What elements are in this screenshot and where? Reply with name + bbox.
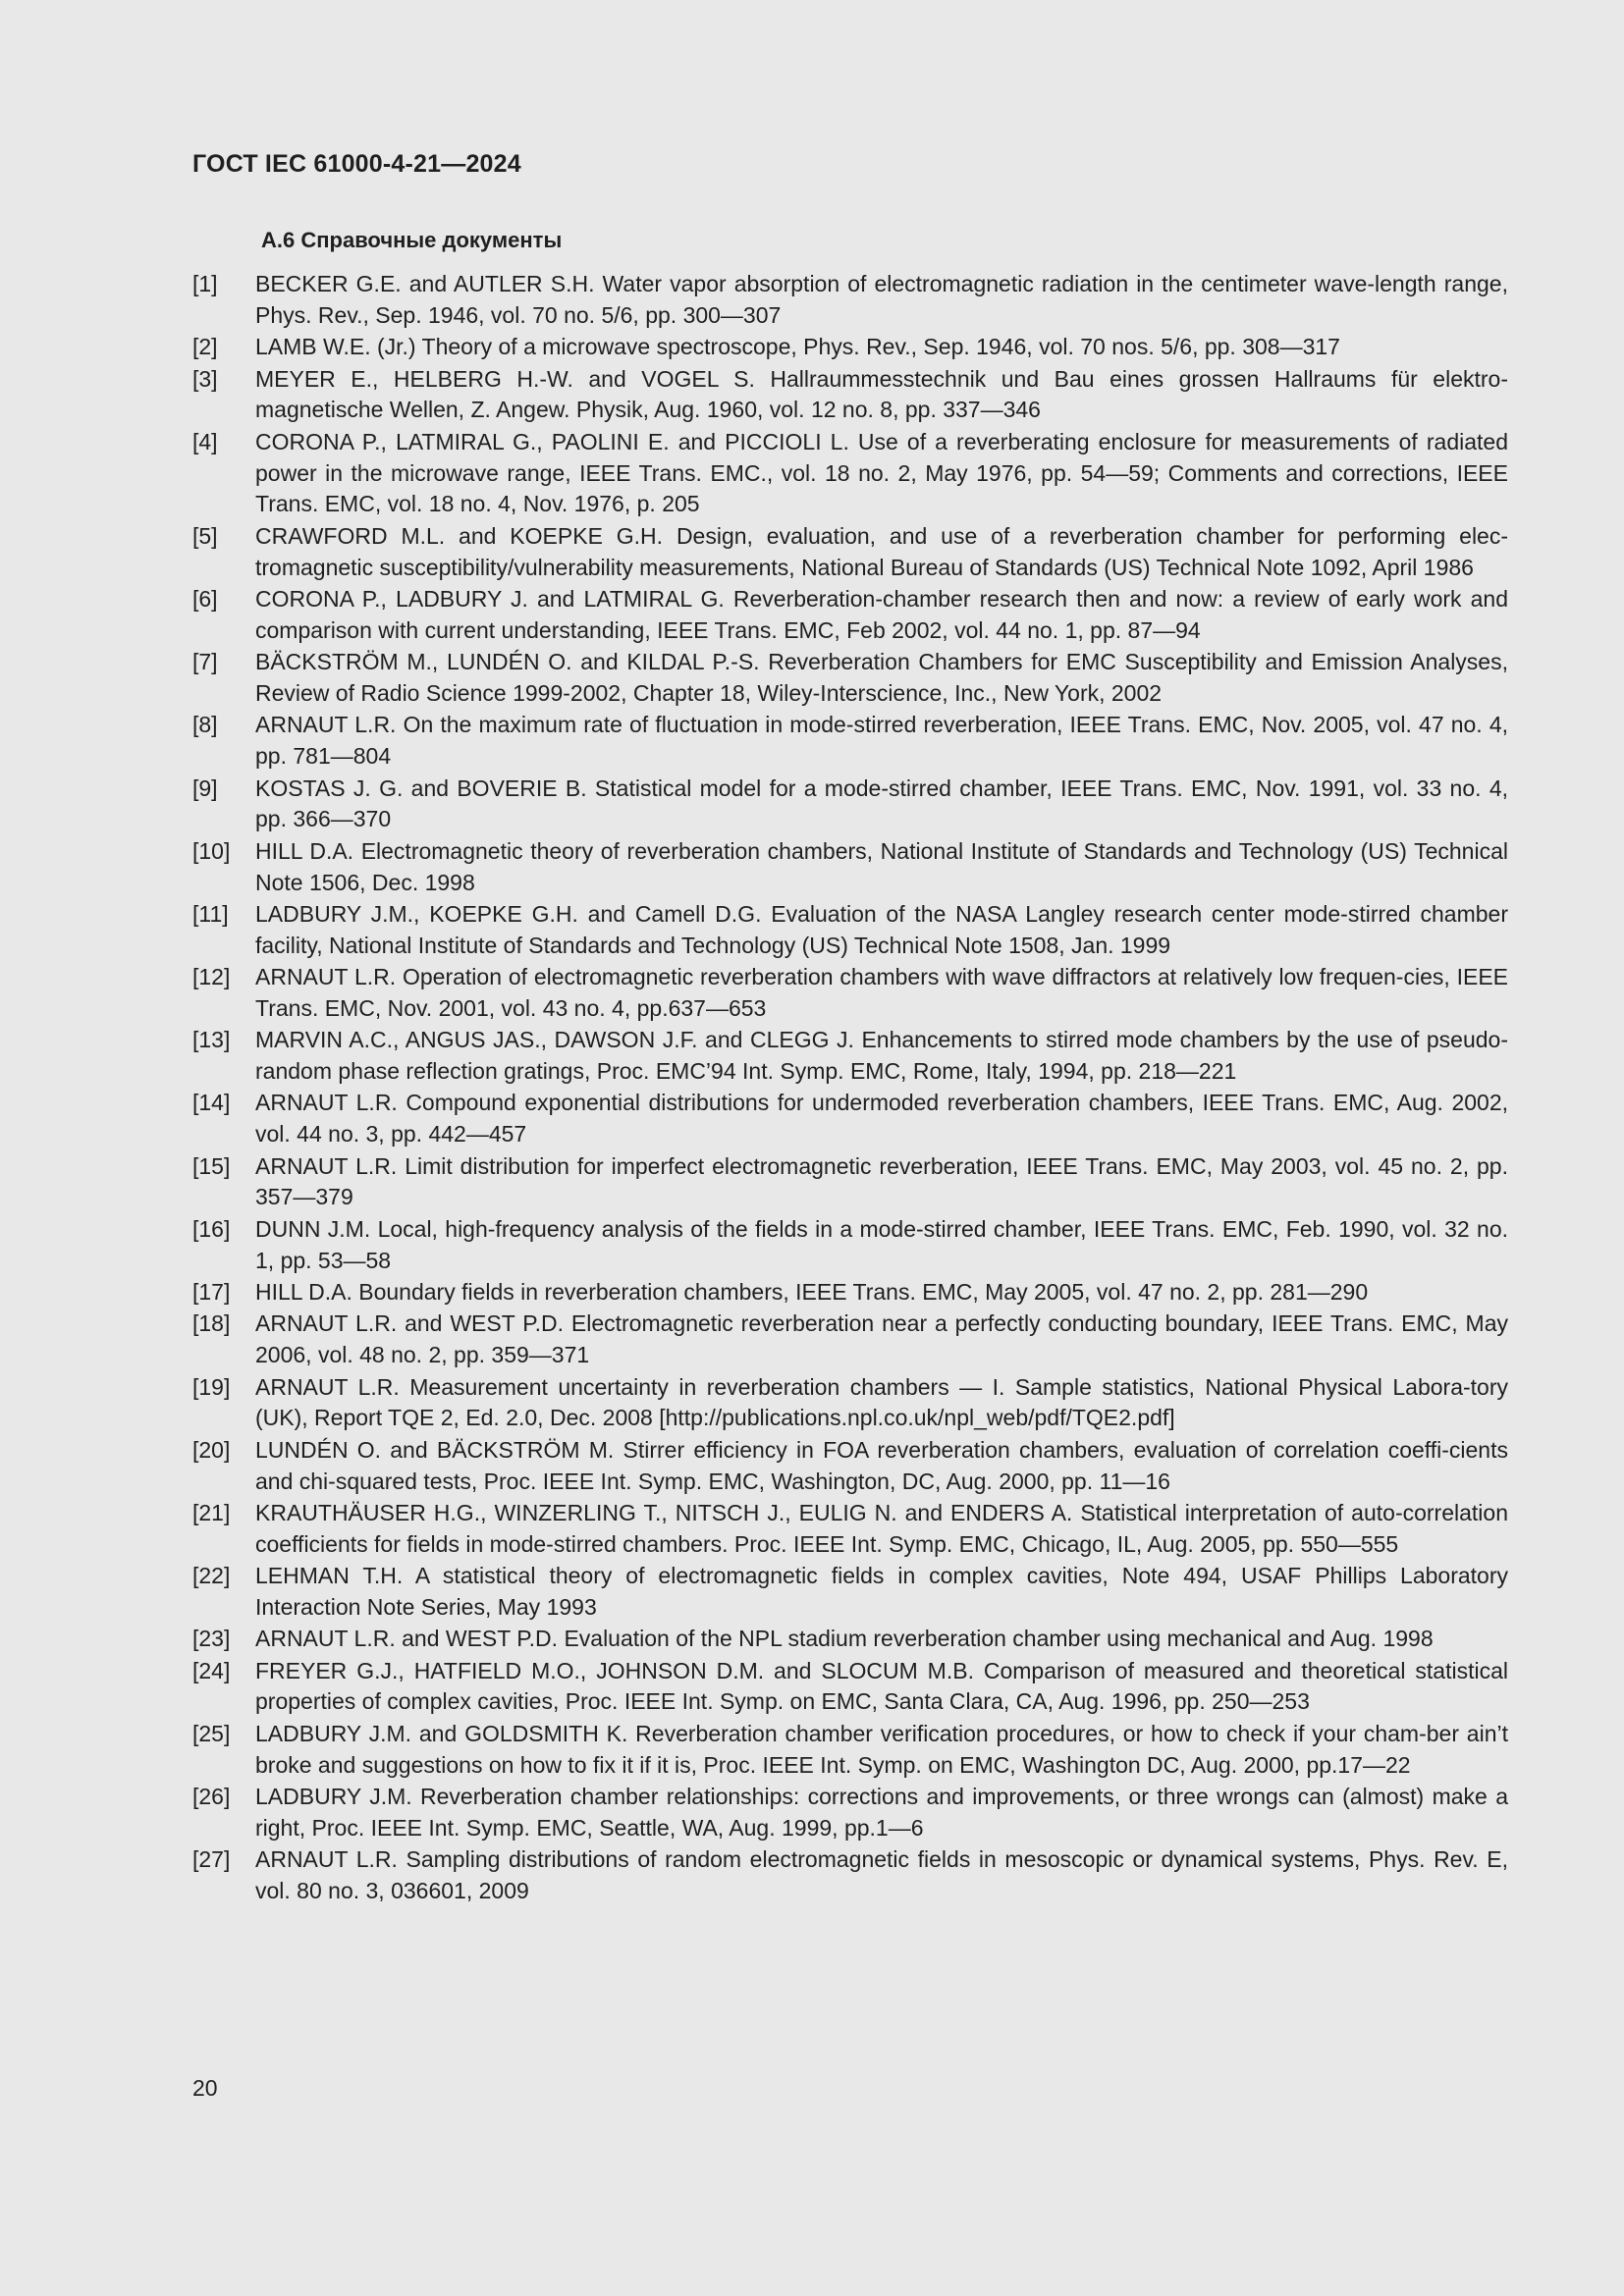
reference-number: [2] xyxy=(192,334,218,360)
reference-text: DUNN J.M. Local, high-frequency analysis of the fields in a mode-stirred chamber, IEEE Trans. EMC, Feb. 1990, vol. 32 no. 1, pp. 53—58 xyxy=(255,1215,1508,1273)
reference-text: BECKER G.E. and AUTLER S.H. Water vapor absorption of electromagnetic radiation in the centimeter wave-length range, Phys. Rev., Sep. 1946, vol. 70 no. 5/6, pp. 300—307 xyxy=(255,271,1508,328)
reference-number: [24] xyxy=(192,1657,231,1683)
reference-number: [23] xyxy=(192,1626,231,1652)
reference-text: LADBURY J.M., KOEPKE G.H. and Camell D.G. Evaluation of the NASA Langley research center mode-stirred chamber facility, National Institute of Standards and Technology (US) Technical Note 1508, Jan. 1999 xyxy=(255,900,1508,958)
reference-item xyxy=(192,1308,1508,1371)
reference-text: LEHMAN T.H. A statistical theory of electromagnetic fields in complex cavities, Note 494, USAF Phillips Laboratory Interaction Note Series, May 1993 xyxy=(255,1563,1508,1620)
reference-number: [1] xyxy=(192,271,218,296)
reference-item xyxy=(192,710,1508,773)
reference-item xyxy=(192,647,1508,710)
reference-item xyxy=(192,269,1508,332)
reference-item xyxy=(192,1844,1508,1907)
reference-list xyxy=(192,269,1508,1907)
reference-text: CRAWFORD M.L. and KOEPKE G.H. Design, evaluation, and use of a reverberation chamber for performing elec-tromagnetic susceptibility/vulnerability measurements, National Bureau of Standards (US) Technical Note 1092, April 1986 xyxy=(255,522,1508,580)
reference-item xyxy=(192,1372,1508,1435)
reference-number: [13] xyxy=(192,1027,231,1053)
reference-text: HILL D.A. Boundary fields in reverberation chambers, IEEE Trans. EMC, May 2005, vol. 47 no. 2, pp. 281—290 xyxy=(255,1279,1369,1305)
reference-text: KRAUTHÄUSER H.G., WINZERLING T., NITSCH J., EULIG N. and ENDERS A. Statistical interpretation of auto-correlation coefficients for fields in mode-stirred chambers. Proc. IEEE Int. Symp. EMC, Chicago, IL, Aug. 2005, pp. 550—555 xyxy=(255,1499,1508,1557)
reference-text: BÄCKSTRÖM M., LUNDÉN O. and KILDAL P.-S. Reverberation Chambers for EMC Susceptibility and Emission Analyses, Review of Radio Science 1999-2002, Chapter 18, Wiley-Interscience, Inc., New York, 2002 xyxy=(255,649,1508,706)
reference-item xyxy=(192,1561,1508,1624)
reference-item xyxy=(192,427,1508,521)
reference-number: [27] xyxy=(192,1846,231,1873)
reference-item xyxy=(192,899,1508,962)
document-header: ГОСТ IEC 61000-4-21—2024 xyxy=(192,150,521,178)
reference-number: [10] xyxy=(192,837,231,864)
reference-number: [16] xyxy=(192,1215,231,1242)
reference-item xyxy=(192,1277,1508,1308)
reference-item xyxy=(192,584,1508,647)
reference-text: ARNAUT L.R. Operation of electromagnetic reverberation chambers with wave diffractors at relatively low frequen-cies, IEEE Trans. EMC, Nov. 2001, vol. 43 no. 4, pp.637—653 xyxy=(255,964,1508,1021)
reference-item xyxy=(192,1656,1508,1719)
reference-number: [9] xyxy=(192,774,218,801)
reference-text: MEYER E., HELBERG H.-W. and VOGEL S. Hallraummesstechnik und Bau eines grossen Hallraums für elektro-magnetische Wellen, Z. Angew. Physik, Aug. 1960, vol. 12 no. 8, pp. 337—346 xyxy=(255,365,1508,423)
reference-item xyxy=(192,1719,1508,1782)
reference-number: [12] xyxy=(192,964,231,990)
reference-item xyxy=(192,962,1508,1025)
reference-item xyxy=(192,1782,1508,1844)
reference-number: [4] xyxy=(192,428,218,454)
reference-number: [7] xyxy=(192,649,218,675)
reference-item xyxy=(192,332,1508,363)
page-number: 20 xyxy=(192,2075,218,2101)
reference-text: ARNAUT L.R. Compound exponential distributions for undermoded reverberation chambers, IEEE Trans. EMC, Aug. 2002, vol. 44 no. 3, pp. 442—457 xyxy=(255,1090,1508,1148)
reference-item xyxy=(192,521,1508,584)
reference-text: ARNAUT L.R. On the maximum rate of fluctuation in mode-stirred reverberation, IEEE Trans. EMC, Nov. 2005, vol. 47 no. 4, pp. 781—804 xyxy=(255,712,1508,770)
reference-item xyxy=(192,1214,1508,1277)
reference-item xyxy=(192,774,1508,836)
reference-item xyxy=(192,1435,1508,1498)
reference-item xyxy=(192,1025,1508,1088)
reference-text: ARNAUT L.R. and WEST P.D. Electromagnetic reverberation near a perfectly conducting boundary, IEEE Trans. EMC, May 2006, vol. 48 no. 2, pp. 359—371 xyxy=(255,1310,1508,1368)
reference-text: LADBURY J.M. Reverberation chamber relationships: corrections and improvements, or three wrongs can (almost) make a right, Proc. IEEE Int. Symp. EMC, Seattle, WA, Aug. 1999, pp.1—6 xyxy=(255,1784,1508,1841)
reference-text: FREYER G.J., HATFIELD M.O., JOHNSON D.M. and SLOCUM M.B. Comparison of measured and theoretical statistical properties of complex cavities, Proc. IEEE Int. Symp. on EMC, Santa Clara, CA, Aug. 1996, pp. 250—253 xyxy=(255,1657,1508,1715)
reference-number: [11] xyxy=(192,900,229,927)
reference-number: [26] xyxy=(192,1784,231,1809)
reference-number: [14] xyxy=(192,1090,231,1116)
reference-number: [25] xyxy=(192,1720,231,1746)
reference-text: CORONA P., LATMIRAL G., PAOLINI E. and PICCIOLI L. Use of a reverberating enclosure for measurements of radiated power in the microwave range, IEEE Trans. EMC., vol. 18 no. 2, May 1976, pp. 54—59; Comments and corrections, IEEE Trans. EMC, vol. 18 no. 4, Nov. 1976, p. 205 xyxy=(255,428,1508,517)
reference-number: [21] xyxy=(192,1499,231,1525)
reference-item xyxy=(192,364,1508,427)
reference-item xyxy=(192,1151,1508,1214)
reference-number: [3] xyxy=(192,365,218,392)
reference-text: MARVIN A.C., ANGUS JAS., DAWSON J.F. and CLEGG J. Enhancements to stirred mode chambers by the use of pseudo-random phase reflection gratings, Proc. EMC’94 Int. Symp. EMC, Rome, Italy, 1994, pp. 218—221 xyxy=(255,1027,1508,1085)
reference-number: [15] xyxy=(192,1152,231,1179)
reference-item xyxy=(192,1088,1508,1150)
reference-text: ARNAUT L.R. Limit distribution for imperfect electromagnetic reverberation, IEEE Trans. EMC, May 2003, vol. 45 no. 2, pp. 357—379 xyxy=(255,1152,1508,1210)
reference-item xyxy=(192,1624,1508,1655)
reference-text: HILL D.A. Electromagnetic theory of reverberation chambers, National Institute of Standards and Technology (US) Technical Note 1506, Dec. 1998 xyxy=(255,837,1508,895)
reference-text: LADBURY J.M. and GOLDSMITH K. Reverberation chamber verification procedures, or how to check if your cham-ber ain’t broke and suggestions on how to fix it if it is, Proc. IEEE Int. Symp. on EMC, Washington DC, Aug. 2000, pp.17—22 xyxy=(255,1720,1508,1778)
reference-number: [19] xyxy=(192,1373,231,1400)
reference-item xyxy=(192,1498,1508,1561)
reference-text: KOSTAS J. G. and BOVERIE B. Statistical model for a mode-stirred chamber, IEEE Trans. EMC, Nov. 1991, vol. 33 no. 4, pp. 366—370 xyxy=(255,774,1508,832)
reference-text: CORONA P., LADBURY J. and LATMIRAL G. Reverberation-chamber research then and now: a review of early work and comparison with current understanding, IEEE Trans. EMC, Feb 2002, vol. 44 no. 1, pp. 87—94 xyxy=(255,585,1508,643)
reference-item xyxy=(192,836,1508,899)
reference-number: [5] xyxy=(192,522,218,549)
reference-number: [18] xyxy=(192,1310,231,1337)
reference-text: LAMB W.E. (Jr.) Theory of a microwave spectroscope, Phys. Rev., Sep. 1946, vol. 70 nos. 5/6, pp. 308—317 xyxy=(255,334,1340,360)
reference-text: LUNDÉN O. and BÄCKSTRÖM M. Stirrer efficiency in FOA reverberation chambers, evaluation of correlation coeffi-cients and chi-squared tests, Proc. IEEE Int. Symp. EMC, Washington, DC, Aug. 2000, pp. 11—16 xyxy=(255,1436,1508,1494)
reference-text: ARNAUT L.R. and WEST P.D. Evaluation of the NPL stadium reverberation chamber using mechanical and Aug. 1998 xyxy=(255,1626,1434,1652)
reference-number: [6] xyxy=(192,585,218,612)
reference-number: [22] xyxy=(192,1563,231,1589)
reference-number: [20] xyxy=(192,1436,231,1463)
reference-text: ARNAUT L.R. Measurement uncertainty in reverberation chambers — I. Sample statistics, National Physical Labora-tory (UK), Report TQE 2, Ed. 2.0, Dec. 2008 [http://publications.npl.co.uk/npl_web/pdf/TQE2.pdf] xyxy=(255,1373,1508,1431)
reference-number: [8] xyxy=(192,712,218,738)
reference-number: [17] xyxy=(192,1279,231,1305)
section-title: А.6 Справочные документы xyxy=(261,228,563,252)
reference-text: ARNAUT L.R. Sampling distributions of random electromagnetic fields in mesoscopic or dynamical systems, Phys. Rev. E, vol. 80 no. 3, 036601, 2009 xyxy=(255,1846,1508,1904)
